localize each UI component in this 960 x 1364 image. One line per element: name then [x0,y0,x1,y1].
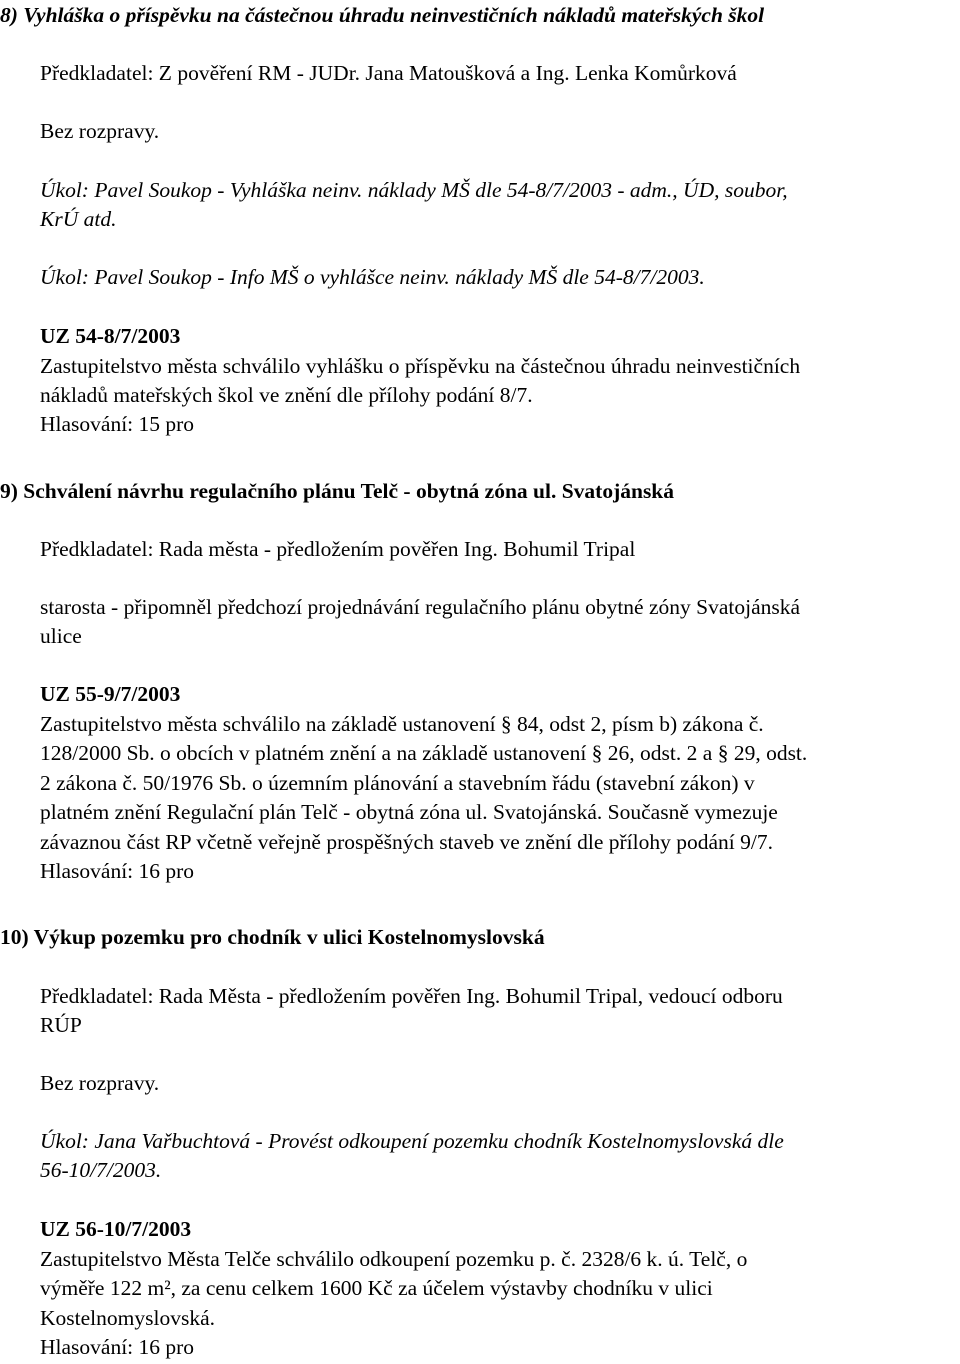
section-9-resolution-line-1: Zastupitelstvo města schválilo na základě ustanovení § 84, odst 2, písm b) zákona č. [40,712,764,736]
section-9-resolution-id: UZ 55-9/7/2003 [40,682,181,706]
section-10-no-debate: Bez rozpravy. [40,1071,160,1095]
section-10-presenter-line-1: Předkladatel: Rada Města - předložením pověřen Ing. Bohumil Tripal, vedoucí odboru [40,984,783,1008]
section-9-resolution-line-3: 2 zákona č. 50/1976 Sb. o územním plánování a stavebním řádu (stavební zákon) v [40,771,755,795]
section-9-resolution-line-4: platném znění Regulační plán Telč - obytná zóna ul. Svatojánská. Současně vymezuje [40,800,778,824]
section-8-task-1-line-2: KrÚ atd. [40,207,117,231]
section-9-resolution-line-2: 128/2000 Sb. o obcích v platném znění a na základě ustanovení § 26, odst. 2 a § 29, odst. [40,741,808,765]
section-10-resolution-id: UZ 56-10/7/2003 [40,1217,192,1241]
section-8-no-debate: Bez rozpravy. [40,119,160,143]
section-9-presenter: Předkladatel: Rada města - předložením pověřen Ing. Bohumil Tripal [40,537,636,561]
section-10-task-line-1: Úkol: Jana Vařbuchtová - Provést odkoupení pozemku chodník Kostelnomyslovská dle [40,1129,784,1153]
section-8-heading: 8) Vyhláška o příspěvku na částečnou úhradu neinvestičních nákladů mateřských škol [0,3,765,27]
section-10-resolution-line-1: Zastupitelstvo Města Telče schválilo odkoupení pozemku p. č. 2328/6 k. ú. Telč, o [40,1247,748,1271]
section-10-resolution-line-3: Kostelnomyslovská. [40,1306,215,1330]
section-9-note-line-2: ulice [40,624,82,648]
section-8-presenter: Předkladatel: Z pověření RM - JUDr. Jana Matoušková a Ing. Lenka Komůrková [40,61,737,85]
section-8-vote: Hlasování: 15 pro [40,412,195,436]
section-8-resolution-line-2: nákladů mateřských škol ve znění dle přílohy podání 8/7. [40,383,533,407]
section-10-presenter-line-2: RÚP [40,1013,82,1037]
section-8-task-1-line-1: Úkol: Pavel Soukop - Vyhláška neinv. náklady MŠ dle 54-8/7/2003 - adm., ÚD, soubor, [40,178,788,202]
section-10-heading: 10) Výkup pozemku pro chodník v ulici Kostelnomyslovská [0,925,545,949]
section-10-vote: Hlasování: 16 pro [40,1335,195,1359]
section-9-resolution-line-5: závaznou část RP včetně veřejně prospěšných staveb ve znění dle přílohy podání 9/7. [40,830,773,854]
section-10-resolution-line-2: výměře 122 m², za cenu celkem 1600 Kč za účelem výstavby chodníku v ulici [40,1276,713,1300]
section-10-task-line-2: 56-10/7/2003. [40,1158,162,1182]
section-8-resolution-line-1: Zastupitelstvo města schválilo vyhlášku o příspěvku na částečnou úhradu neinvestičních [40,354,801,378]
section-8-resolution-id: UZ 54-8/7/2003 [40,324,181,348]
section-9-note-line-1: starosta - připomněl předchozí projednávání regulačního plánu obytné zóny Svatojánská [40,595,801,619]
section-9-vote: Hlasování: 16 pro [40,859,195,883]
section-9-heading: 9) Schválení návrhu regulačního plánu Telč - obytná zóna ul. Svatojánská [0,479,675,503]
section-8-task-2: Úkol: Pavel Soukop - Info MŠ o vyhlášce neinv. náklady MŠ dle 54-8/7/2003. [40,265,705,289]
